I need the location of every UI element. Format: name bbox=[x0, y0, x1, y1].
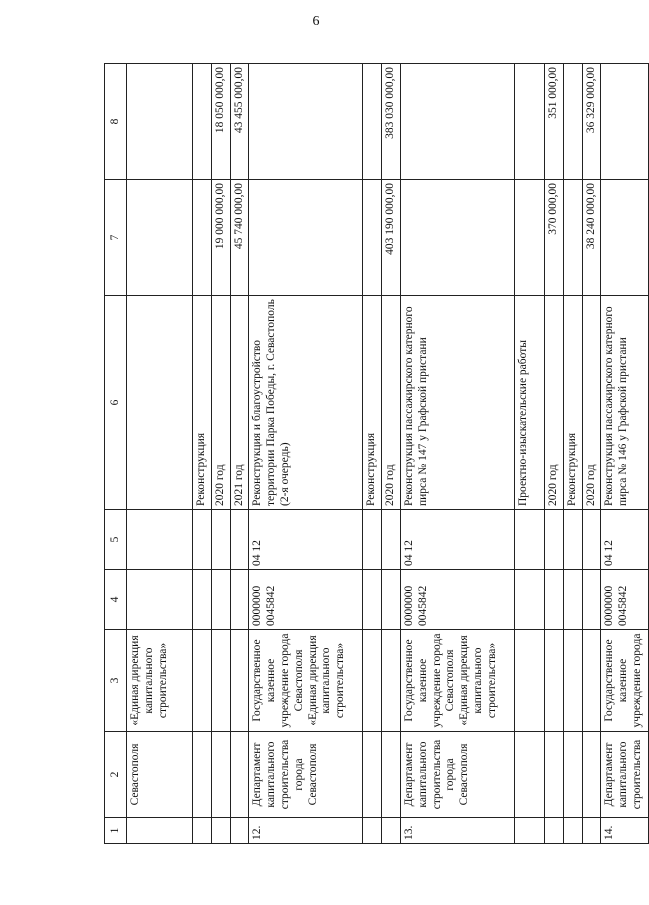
cell-description: Реконструкция bbox=[363, 296, 382, 510]
cell-section bbox=[544, 510, 563, 570]
cell-section bbox=[514, 510, 544, 570]
cell-no bbox=[382, 818, 401, 844]
cell-description: Проектно-изыскательские работы bbox=[514, 296, 544, 510]
cell-amount-8: 43 455 000,00 bbox=[230, 64, 249, 180]
cell-code: 0000000 0045842 bbox=[400, 570, 514, 630]
col-header: 5 bbox=[105, 510, 127, 570]
cell-department: Департамент капитального строительства bbox=[601, 732, 649, 818]
cell-code bbox=[563, 570, 582, 630]
cell-amount-8 bbox=[363, 64, 382, 180]
cell-institution: Государственное казенное учреждение города Севастополя «Единая дирекция капитального строительства» bbox=[249, 630, 363, 732]
table-row bbox=[127, 64, 193, 844]
cell-no bbox=[363, 818, 382, 844]
table-row bbox=[363, 64, 382, 844]
table-container bbox=[104, 64, 643, 844]
cell-institution bbox=[363, 630, 382, 732]
page-number: 6 bbox=[312, 14, 320, 29]
cell-description: Реконструкция bbox=[563, 296, 582, 510]
table-row bbox=[400, 64, 514, 844]
cell-code: 0000000 0045842 bbox=[601, 570, 649, 630]
cell-code bbox=[127, 570, 193, 630]
cell-description bbox=[127, 296, 193, 510]
cell-section: 04 12 bbox=[249, 510, 363, 570]
cell-amount-8 bbox=[400, 64, 514, 180]
cell-code bbox=[193, 570, 212, 630]
cell-description: 2020 год bbox=[211, 296, 230, 510]
cell-amount-8: 351 000,00 bbox=[544, 64, 563, 180]
cell-no bbox=[514, 818, 544, 844]
cell-no: 13. bbox=[400, 818, 514, 844]
cell-amount-8 bbox=[601, 64, 649, 180]
cell-section: 04 12 bbox=[400, 510, 514, 570]
cell-section bbox=[211, 510, 230, 570]
cell-section bbox=[193, 510, 212, 570]
cell-amount-8 bbox=[127, 64, 193, 180]
cell-section bbox=[127, 510, 193, 570]
cell-description: Реконструкция bbox=[193, 296, 212, 510]
cell-code bbox=[363, 570, 382, 630]
cell-institution bbox=[544, 630, 563, 732]
col-header: 2 bbox=[105, 732, 127, 818]
cell-amount-7 bbox=[249, 180, 363, 296]
table-row bbox=[514, 64, 544, 844]
table-row bbox=[382, 64, 401, 844]
cell-section bbox=[230, 510, 249, 570]
cell-description: Реконструкция и благоустройство территории Парка Победы, г. Севастополь (2-я очередь) bbox=[249, 296, 363, 510]
cell-code bbox=[514, 570, 544, 630]
cell-institution bbox=[382, 630, 401, 732]
cell-section bbox=[582, 510, 601, 570]
cell-institution bbox=[193, 630, 212, 732]
table-row bbox=[563, 64, 582, 844]
cell-amount-8 bbox=[563, 64, 582, 180]
cell-institution bbox=[582, 630, 601, 732]
cell-institution: «Единая дирекция капитального строительства» bbox=[127, 630, 193, 732]
cell-institution: Государственное казенное учреждение города Севастополя «Единая дирекция капитального строительства» bbox=[400, 630, 514, 732]
cell-institution bbox=[563, 630, 582, 732]
cell-no bbox=[582, 818, 601, 844]
cell-department bbox=[193, 732, 212, 818]
cell-section bbox=[563, 510, 582, 570]
col-header: 8 bbox=[105, 64, 127, 180]
cell-amount-7 bbox=[400, 180, 514, 296]
cell-institution: Государственное казенное учреждение города bbox=[601, 630, 649, 732]
table-row bbox=[544, 64, 563, 844]
cell-amount-8 bbox=[193, 64, 212, 180]
table-row bbox=[230, 64, 249, 844]
cell-department bbox=[563, 732, 582, 818]
cell-amount-8: 18 050 000,00 bbox=[211, 64, 230, 180]
col-header: 1 bbox=[105, 818, 127, 844]
cell-amount-7: 19 000 000,00 bbox=[211, 180, 230, 296]
table-row bbox=[211, 64, 230, 844]
cell-amount-7 bbox=[563, 180, 582, 296]
cell-institution bbox=[211, 630, 230, 732]
header-row bbox=[105, 64, 127, 844]
col-header: 4 bbox=[105, 570, 127, 630]
cell-department bbox=[363, 732, 382, 818]
cell-description: 2020 год bbox=[582, 296, 601, 510]
col-header: 7 bbox=[105, 180, 127, 296]
cell-code bbox=[230, 570, 249, 630]
col-header: 6 bbox=[105, 296, 127, 510]
cell-department: Департамент капитального строительства города Севастополя bbox=[400, 732, 514, 818]
cell-code bbox=[582, 570, 601, 630]
cell-no bbox=[563, 818, 582, 844]
cell-amount-7 bbox=[127, 180, 193, 296]
table-row bbox=[582, 64, 601, 844]
cell-no: 12. bbox=[249, 818, 363, 844]
cell-no bbox=[230, 818, 249, 844]
cell-description: 2021 год bbox=[230, 296, 249, 510]
cell-description: 2020 год bbox=[544, 296, 563, 510]
cell-section bbox=[363, 510, 382, 570]
cell-code: 0000000 0045842 bbox=[249, 570, 363, 630]
col-header: 3 bbox=[105, 630, 127, 732]
cell-amount-7: 45 740 000,00 bbox=[230, 180, 249, 296]
cell-amount-7 bbox=[601, 180, 649, 296]
cell-no: 14. bbox=[601, 818, 649, 844]
cell-institution bbox=[230, 630, 249, 732]
cell-no bbox=[544, 818, 563, 844]
table-row bbox=[249, 64, 363, 844]
cell-section bbox=[382, 510, 401, 570]
table-row bbox=[193, 64, 212, 844]
cell-amount-7: 38 240 000,00 bbox=[582, 180, 601, 296]
table-row bbox=[601, 64, 649, 844]
cell-department bbox=[230, 732, 249, 818]
cell-amount-7 bbox=[514, 180, 544, 296]
cell-amount-7 bbox=[193, 180, 212, 296]
cell-department bbox=[544, 732, 563, 818]
cell-code bbox=[211, 570, 230, 630]
cell-department bbox=[582, 732, 601, 818]
cell-amount-8 bbox=[514, 64, 544, 180]
cell-no bbox=[211, 818, 230, 844]
cell-code bbox=[382, 570, 401, 630]
cell-no bbox=[193, 818, 212, 844]
cell-amount-7: 370 000,00 bbox=[544, 180, 563, 296]
cell-institution bbox=[514, 630, 544, 732]
cell-description: Реконструкция пассажирского катерного пирса № 146 у Графской пристани bbox=[601, 296, 649, 510]
cell-department: Департамент капитального строительства города Севастополя bbox=[249, 732, 363, 818]
cell-amount-8: 383 030 000,00 bbox=[382, 64, 401, 180]
cell-amount-7: 403 190 000,00 bbox=[382, 180, 401, 296]
cell-department bbox=[382, 732, 401, 818]
cell-section: 04 12 bbox=[601, 510, 649, 570]
cell-description: 2020 год bbox=[382, 296, 401, 510]
cell-department: Севастополя bbox=[127, 732, 193, 818]
cell-department bbox=[514, 732, 544, 818]
cell-amount-8 bbox=[249, 64, 363, 180]
cell-amount-8: 36 329 000,00 bbox=[582, 64, 601, 180]
rotated-table-frame bbox=[104, 64, 643, 844]
cell-code bbox=[544, 570, 563, 630]
cell-amount-7 bbox=[363, 180, 382, 296]
cell-description: Реконструкция пассажирского катерного пирса № 147 у Графской пристани bbox=[400, 296, 514, 510]
funding-table bbox=[104, 63, 649, 844]
cell-department bbox=[211, 732, 230, 818]
cell-no bbox=[127, 818, 193, 844]
